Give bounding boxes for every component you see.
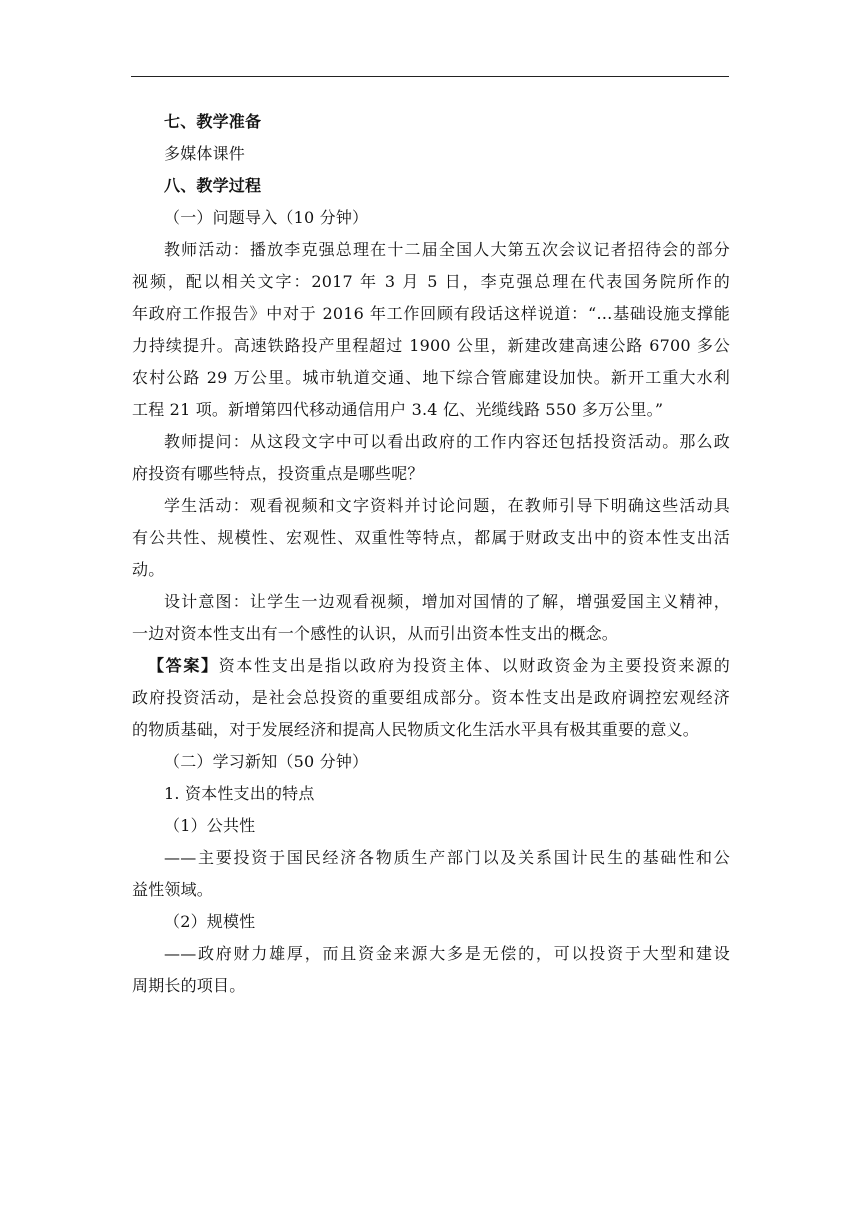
- answer-paragraph: [132, 650, 730, 746]
- section-8-heading: 八、教学过程: [164, 176, 262, 195]
- sub-2-title: （2）规模性: [164, 912, 256, 931]
- paragraph-line: 教师活动：播放李克强总理在十二届全国人大第五次会议记者招待会的部分: [164, 240, 730, 259]
- paragraph-line: 益性领域。: [132, 880, 214, 899]
- paragraph-line: 力持续提升。高速铁路投产里程超过 1900 公里，新建改建高速公路 6700 多公: [132, 336, 730, 355]
- sub-1-title: （1）公共性: [164, 816, 256, 835]
- section-7-heading: 七、教学准备: [164, 112, 262, 131]
- sub-2-paragraph: [132, 938, 730, 1002]
- sub-1-paragraph: [132, 842, 730, 906]
- paragraph-line: 的物质基础，对于发展经济和提高人民物质文化生活水平具有极其重要的意义。: [132, 720, 700, 739]
- paragraph-line: ——政府财力雄厚，而且资金来源大多是无偿的，可以投资于大型和建设: [164, 944, 730, 963]
- paragraph-line: 教师提问：从这段文字中可以看出政府的工作内容还包括投资活动。那么政: [164, 432, 730, 451]
- item-1-title: 1. 资本性支出的特点: [164, 784, 315, 803]
- paragraph-line: 周期长的项目。: [132, 976, 246, 995]
- paragraph-line: 府投资有哪些特点，投资重点是哪些呢？: [132, 464, 424, 483]
- paragraph-line: 年政府工作报告》中对于 2016 年工作回顾有段话这样说道：“…基础设施支撑能: [132, 304, 730, 323]
- answer-label: 【答案】: [148, 656, 219, 675]
- paragraph-line: 政府投资活动，是社会总投资的重要组成部分。资本性支出是政府调控宏观经济: [132, 688, 730, 707]
- paragraph-line: 农村公路 29 万公里。城市轨道交通、地下综合管廊建设加快。新开工重大水利: [132, 368, 730, 387]
- paragraph-line: 工程 21 项。新增第四代移动通信用户 3.4 亿、光缆线路 550 多万公里。”: [132, 400, 664, 419]
- paragraph-line: 视频，配以相关文字：2017 年 3 月 5 日，李克强总理在代表国务院所作的: [132, 272, 730, 291]
- paragraph-line: ——主要投资于国民经济各物质生产部门以及关系国计民生的基础性和公: [164, 848, 730, 867]
- paragraph-line: 有公共性、规模性、宏观性、双重性等特点，都属于财政支出中的资本性支出活: [132, 528, 730, 547]
- teacher-activity-paragraph: [132, 234, 730, 426]
- student-activity-paragraph: [132, 490, 730, 586]
- document-body: [132, 106, 730, 1002]
- paragraph-line: [132, 650, 730, 682]
- paragraph-line: 动。: [132, 560, 165, 579]
- part-1-title: （一）问题导入（10 分钟）: [164, 208, 369, 227]
- part-2-title: （二）学习新知（50 分钟）: [164, 752, 369, 771]
- design-intent-paragraph: [132, 586, 730, 650]
- paragraph-line: 设计意图：让学生一边观看视频，增加对国情的了解，增强爱国主义精神，: [164, 592, 730, 611]
- paragraph-line: 一边对资本性支出有一个感性的认识，从而引出资本性支出的概念。: [132, 624, 619, 643]
- paragraph-line: 学生活动：观看视频和文字资料并讨论问题，在教师引导下明确这些活动具: [164, 496, 730, 515]
- section-7-body: 多媒体课件: [164, 144, 246, 163]
- answer-text: 资本性支出是指以政府为投资主体、以财政资金为主要投资来源的: [218, 656, 730, 675]
- teacher-question-paragraph: [132, 426, 730, 490]
- header-rule: [131, 76, 729, 77]
